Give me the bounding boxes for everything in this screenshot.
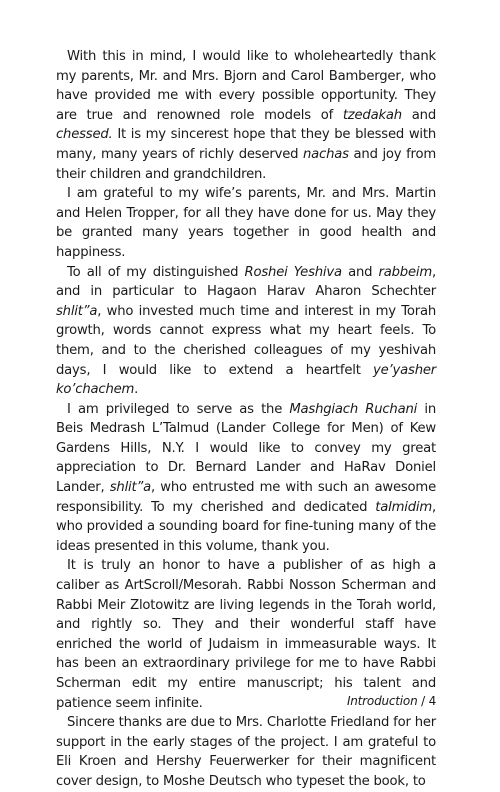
text-run: To all of my distinguished <box>67 264 245 280</box>
italic-term: Mashgiach Ruchani <box>289 401 418 417</box>
paragraph-3 <box>56 263 436 400</box>
paragraph-6 <box>56 713 436 791</box>
text-run: It is truly an honor to have a publisher of as high a caliber as ArtScroll/Mesorah. Rabbi Nosson Scherman and Rabbi Meir Zlotowitz are living legends in the Torah world, and rightly so. They and their wonderful staff have enriched the world of Judaism in immeasurable ways. It has been an extraordinary privilege for me to have Rabbi Scherman edit my entire manuscript; his talent and patience seem infinite. <box>56 558 436 711</box>
text-run: and <box>341 264 379 280</box>
paragraph-1 <box>56 47 436 184</box>
italic-term: chessed. <box>56 127 113 143</box>
text-run: , who entrusted me with such an awesome responsibility. To my cherished and dedicated <box>56 480 436 515</box>
italic-term: nachas <box>303 146 349 162</box>
text-run: It is my sincerest hope that they be blessed with many, many years of richly deserved <box>56 127 436 162</box>
page-number: 4 <box>428 694 436 708</box>
text-run: Sincere thanks are due to Mrs. Charlotte Friedland for her support in the early stages of the project. I am grateful to Eli Kroen and Hershy Feuerwerker for their magnificent cover design, to Moshe Deutsch who typeset the book, to <box>56 715 436 789</box>
running-footer <box>347 693 436 709</box>
text-run: and joy from their children and grandchildren. <box>56 146 437 182</box>
italic-term: Roshei Yeshiva <box>244 264 342 280</box>
text-run: , and in particular to Hagaon Harav Aharon Schechter <box>56 264 436 300</box>
italic-term: tzedakah <box>342 107 402 123</box>
italic-term: rabbeim <box>378 264 432 280</box>
text-run: in Beis Medrash L’Talmud (Lander College for Men) of Kew Gardens Hills, N.Y. I would like to convey my great appreciation to Dr. Bernard Lander and HaRav Doniel Lander, <box>56 401 436 496</box>
footer-section-title: Introduction <box>346 694 418 708</box>
paragraph-5 <box>56 556 436 713</box>
text-run: I am grateful to my wife’s parents, Mr. and Mrs. Martin and Helen Tropper, for all they have done for us. May they be granted many years together in good health and happiness. <box>56 186 436 260</box>
text-run: With this in mind, I would like to wholeheartedly thank my parents, Mr. and Mrs. Bjorn and Carol Bamberger, who have provided me with every possible opportunity. They are true and renowned role models of <box>56 49 436 123</box>
text-run: , who invested much time and interest in my Torah growth, words cannot express what my heart feels. To them, and to the cherished colleagues of my yeshivah days, I would like to extend a heartfelt <box>56 303 436 378</box>
italic-term: shlit”a <box>109 480 152 496</box>
text-run: I am privileged to serve as the <box>67 401 290 417</box>
paragraph-2 <box>56 184 436 262</box>
text-run: . <box>134 382 139 398</box>
text-run: and <box>401 107 436 123</box>
italic-term: ye’yasher ko’chachem <box>56 362 436 398</box>
italic-term: talmidim <box>375 499 432 515</box>
body-text <box>56 47 436 792</box>
paragraph-4 <box>56 400 436 557</box>
italic-term: shlit”a <box>56 303 98 319</box>
footer-separator: / <box>417 694 429 708</box>
text-run: , who provided a sounding board for fine-tuning many of the ideas presented in this volume, thank you. <box>56 499 436 554</box>
